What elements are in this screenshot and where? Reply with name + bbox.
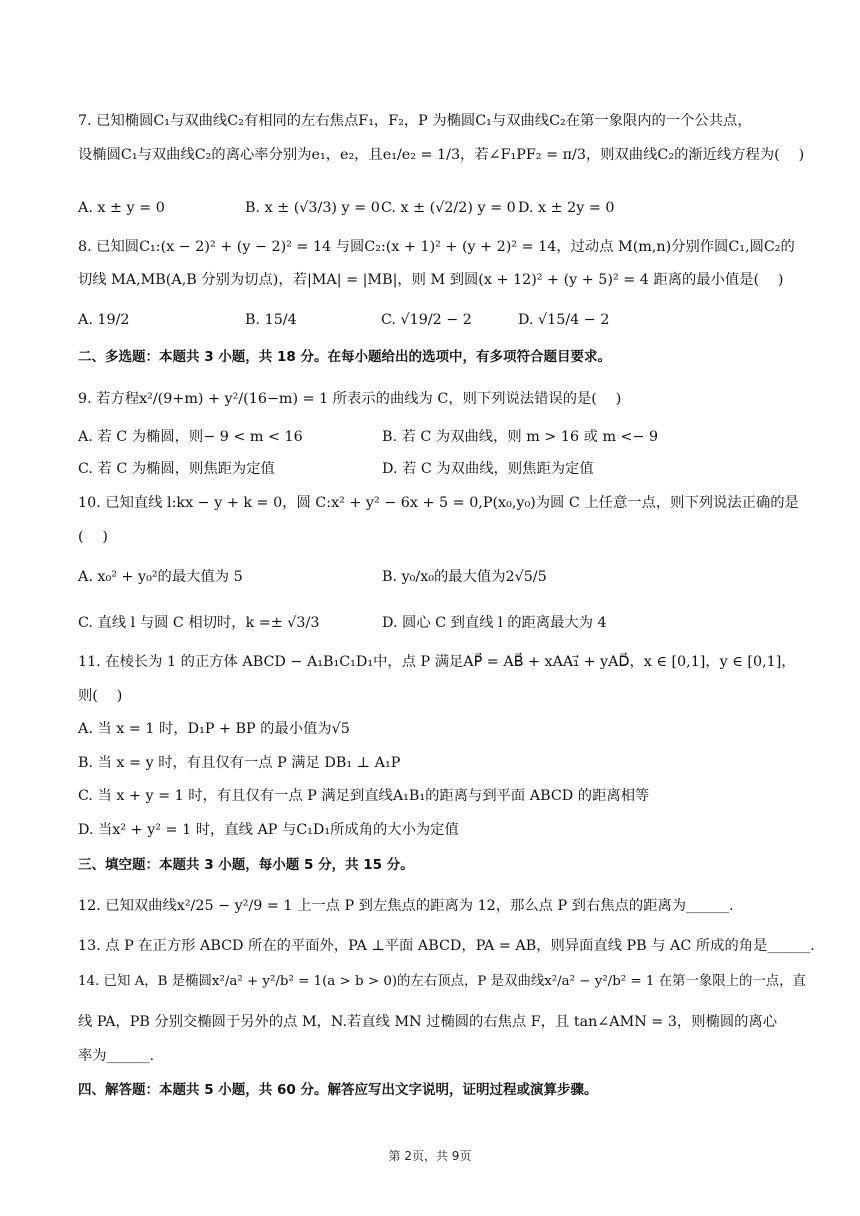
section2-heading: 二、多选题：本题共 3 小题，共 18 分。在每小题给出的选项中，有多项符合题目要求。: [78, 349, 611, 365]
q7-options: [78, 198, 820, 220]
q14-line3: 率为______.: [78, 1048, 155, 1064]
q11-option-c: C. 当 x + y = 1 时，有且仅有一点 P 满足到直线A₁B₁的距离与到平面 ABCD 的距离相等: [78, 788, 650, 804]
page-footer: 第 2页，共 9页: [388, 1149, 472, 1163]
q9-line1: 9. 若方程x²/(9+m) + y²/(16−m) = 1 所表示的曲线为 C，则下列说法错误的是( ): [78, 391, 622, 407]
q8-options: [78, 310, 820, 332]
q11-line2: 则( ): [78, 688, 123, 704]
section4-heading: 四、解答题：本题共 5 小题，共 60 分。解答应写出文字说明，证明过程或演算步骤。: [78, 1082, 598, 1098]
q10-option-a: A. x₀² + y₀²的最大值为 5: [78, 569, 243, 585]
section3-heading: 三、填空题：本题共 3 小题，每小题 5 分，共 15 分。: [78, 857, 414, 873]
q7-option-a: A. x ± y = 0: [78, 200, 165, 216]
q7-option-b: B. x ± (√3/3) y = 0: [245, 200, 380, 216]
q9-options-row1: [78, 427, 820, 449]
q10-line1: 10. 已知直线 l:kx − y + k = 0，圆 C:x² + y² − 6x + 5 = 0,P(x₀,y₀)为圆 C 上任意一点，则下列说法正确的是: [78, 495, 799, 511]
q10-option-b: B. y₀/x₀的最大值为2√5/5: [382, 569, 547, 585]
q9-option-b: B. 若 C 为双曲线，则 m > 16 或 m <− 9: [382, 429, 659, 445]
q8-option-a: A. 19/2: [78, 312, 130, 328]
q14-line1: 14. 已知 A，B 是椭圆x²/a² + y²/b² = 1(a > b > 0)的左右顶点，P 是双曲线x²/a² − y²/b² = 1 在第一象限上的一点，直: [78, 974, 806, 989]
q7-option-c: C. x ± (√2/2) y = 0: [381, 200, 516, 216]
q10-option-d: D. 圆心 C 到直线 l 的距离最大为 4: [382, 615, 607, 631]
q7-option-d: D. x ± 2y = 0: [518, 200, 615, 216]
q8-option-d: D. √15/4 − 2: [518, 312, 610, 328]
q8-line2: 切线 MA,MB(A,B 分别为切点)，若|MA| = |MB|，则 M 到圆(x + 12)² + (y + 5)² = 4 距离的最小值是( ): [78, 272, 784, 288]
q13: 13. 点 P 在正方形 ABCD 所在的平面外，PA ⊥平面 ABCD，PA = AB，则异面直线 PB 与 AC 所成的角是______.: [78, 938, 815, 954]
q8-option-c: C. √19/2 − 2: [381, 312, 472, 328]
q11-option-b: B. 当 x = y 时，有且仅有一点 P 满足 DB₁ ⊥ A₁P: [78, 755, 401, 771]
q9-options-row2: [78, 459, 820, 481]
q8-line1: 8. 已知圆C₁:(x − 2)² + (y − 2)² = 14 与圆C₂:(x + 1)² + (y + 2)² = 14，过动点 M(m,n)分别作圆C₁,圆C₂的: [78, 239, 795, 255]
q14-line2: 线 PA，PB 分别交椭圆于另外的点 M，N.若直线 MN 过椭圆的右焦点 F，且 tan∠AMN = 3，则椭圆的离心: [78, 1014, 778, 1030]
q10-line2: ( ): [78, 529, 108, 545]
q11-line1: 11. 在棱长为 1 的正方体 ABCD − A₁B₁C₁D₁中，点 P 满足AP⃗ = AB⃗ + xAA₁⃗ + yAD⃗，x ∈ [0,1]，y ∈ [0,1]，: [78, 654, 796, 670]
q10-options-row2: [78, 613, 820, 635]
q7-line2: 设椭圆C₁与双曲线C₂的离心率分别为e₁，e₂，且e₁/e₂ = 1/3，若∠F₁PF₂ = π/3，则双曲线C₂的渐近线方程为( ): [78, 147, 805, 163]
q12: 12. 已知双曲线x²/25 − y²/9 = 1 上一点 P 到左焦点的距离为 12，那么点 P 到右焦点的距离为______.: [78, 898, 734, 914]
q9-option-c: C. 若 C 为椭圆，则焦距为定值: [78, 461, 275, 477]
q7-line1: 7. 已知椭圆C₁与双曲线C₂有相同的左右焦点F₁，F₂，P 为椭圆C₁与双曲线C₂在第一象限内的一个公共点，: [78, 113, 752, 129]
q9-option-a: A. 若 C 为椭圆，则− 9 < m < 16: [78, 429, 303, 445]
q9-option-d: D. 若 C 为双曲线，则焦距为定值: [382, 461, 594, 477]
q11-option-a: A. 当 x = 1 时，D₁P + BP 的最小值为√5: [78, 721, 350, 737]
q10-options-row1: [78, 567, 820, 589]
q10-option-c: C. 直线 l 与圆 C 相切时，k =± √3/3: [78, 615, 320, 631]
q11-option-d: D. 当x² + y² = 1 时，直线 AP 与C₁D₁所成角的大小为定值: [78, 822, 459, 838]
q8-option-b: B. 15/4: [245, 312, 297, 328]
